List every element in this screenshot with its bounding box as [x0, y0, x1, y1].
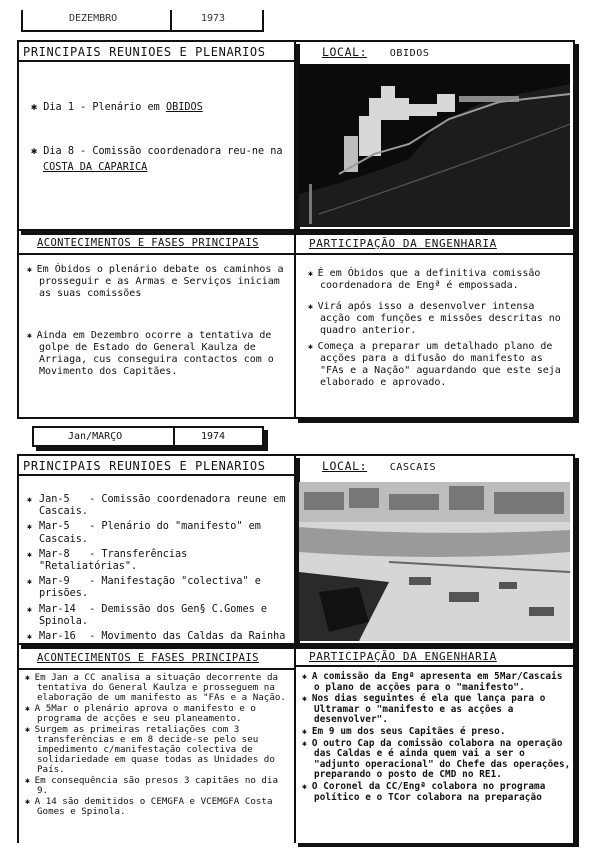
meeting-item [27, 494, 289, 518]
event-item: ✱ Em Jan a CC analisa a situação decorrente da tentativa do General Kaulza e prosseguem na elaboração de um manifesto as "FAs e a Nação. [25, 673, 293, 703]
heading-rule-1 [19, 60, 294, 62]
events-list-2 [25, 673, 293, 818]
heading-rule-2c [296, 665, 573, 667]
event-item: ✱ A 14 são demitidos o CEMGFA e VCEMGFA Costa Gomes e Spinola. [25, 797, 293, 817]
location-label-1: LOCAL: [322, 45, 368, 59]
cascais-harbour-photo [299, 482, 570, 641]
engineering-item: ✱ A comissão da Engª apresenta em 5Mar/Cascais o plano de acções para o "manifesto". [302, 672, 572, 693]
location-label-2: LOCAL: [322, 459, 368, 473]
event-item: ✱ A 5Mar o plenário aprova o manifesto e o programa de acções e seu planeamento. [25, 704, 293, 724]
engineering-heading-2 [309, 650, 497, 663]
date-bar-1 [21, 10, 264, 32]
meeting-item [27, 604, 289, 628]
events-heading-2 [37, 652, 259, 664]
engineering-item: ✱ Virá após isso a desenvolver intensa acção com funções e missões descritas no quadro anterior. [308, 301, 570, 337]
obidos-castle-photo [299, 64, 570, 227]
engineering-item: ✱ Em 9 um dos seus Capitães é preso. [302, 727, 572, 738]
events-heading-text-2: ACONTECIMENTOS E FASES PRINCIPAIS [37, 652, 259, 664]
engineering-item: ✱ Nos dias seguintes é ela que lança para o Ultramar o "manifesto e as acções a desenvolver". [302, 694, 572, 726]
meetings-panel-2 [17, 454, 296, 645]
meeting-item [27, 521, 289, 545]
meeting-pre-2: Dia 8 - Comissão coordenadora reu-ne na [43, 146, 283, 157]
engineering-list-2 [302, 672, 572, 804]
engineering-heading-1 [309, 237, 497, 250]
meeting-item [27, 631, 289, 643]
engineering-panel-1 [294, 229, 575, 419]
meeting-date: Mar-16 [39, 631, 76, 643]
event-item: ✱ Em Óbidos o plenário debate os caminhos a prosseguir e as Armas e Serviços iniciam as suas comissões [27, 264, 292, 300]
month-label-1: DEZEMBRO [69, 13, 118, 24]
meeting-date: Mar-8 [39, 548, 70, 560]
engineering-heading-text-1: PARTICIPAÇÃO DA ENGENHARIA [309, 237, 497, 250]
meeting-date: Jan-5 [39, 494, 70, 505]
events-panel-1 [17, 229, 296, 419]
meeting-place-1: OBIDOS [165, 102, 203, 113]
location-heading-2 [322, 459, 436, 473]
location-heading-1 [322, 45, 429, 59]
location-panel-2 [294, 454, 575, 645]
heading-rule-2b [19, 668, 294, 670]
engineering-item: ✱ É em Óbidos que a definitiva comissão coordenadora de Engª é empossada. [308, 268, 570, 292]
meeting-date: Mar-9 [39, 576, 70, 588]
meetings-panel-1 [17, 40, 296, 231]
meeting-text: - Transferências "Retaliatórias". [39, 548, 188, 573]
event-item: ✱ Ainda em Dezembro ocorre a tentativa de golpe de Estado do General Kaulza de Arriaga, cus conseguira contactos com o Movimento dos Capitães. [27, 330, 292, 378]
events-heading-1 [37, 237, 259, 249]
meeting-date: Mar-5 [39, 521, 70, 533]
event-item: ✱ Surgem as primeiras retaliações com 3 transferências e em 8 decide-se pelo seu impedimento c/manifestação colectiva de solidariedade em quase todas as Unidades do País. [25, 725, 293, 775]
meetings-list-1 [31, 100, 289, 176]
meeting-date: Mar-14 [39, 603, 76, 615]
meeting-item [27, 549, 289, 573]
year-label-1: 1973 [201, 13, 226, 24]
meeting-text: - Movimento das Caldas da Rainha [89, 631, 286, 643]
engineering-heading-text-2: PARTICIPAÇÃO DA ENGENHARIA [309, 650, 497, 663]
location-panel-1 [294, 40, 575, 231]
date-divider-2 [173, 428, 175, 445]
heading-rule-1b [19, 253, 294, 255]
month-label-2: Jan/MARÇO [68, 431, 123, 442]
location-name-1: OBIDOS [389, 48, 430, 59]
year-label-2: 1974 [201, 431, 226, 442]
events-panel-2 [17, 643, 296, 843]
date-bar-2 [32, 426, 264, 447]
meetings-list-2 [27, 494, 289, 646]
event-item: ✱ Em consequência são presos 3 capitães no dia 9. [25, 776, 293, 796]
meeting-text: - Demissão dos Gen§ C.Gomes e Spinola. [39, 603, 268, 627]
engineering-list-1 [308, 268, 570, 398]
meeting-item-2: ✱ Dia 8 - Comissão coordenadora reu-ne na COSTA DA CAPARICA [31, 146, 283, 173]
meeting-text: - Plenário do "manifesto" em Cascais. [39, 521, 261, 545]
meeting-item-1: ✱ Dia 1 - Plenário em OBIDOS [31, 102, 203, 113]
location-name-2: CASCAIS [389, 462, 437, 473]
meeting-pre-1: Dia 1 - Plenário em [43, 102, 166, 113]
meeting-item [27, 576, 289, 600]
heading-rule-2 [19, 474, 294, 476]
harbour-illustration [299, 482, 570, 641]
engineering-item: ✱ O outro Cap da comissão colabora na operação das Caldas e é ainda quem vai a ser o "adjunto operacional" do Chefe das operações, preparando o posto de CMD no RE1. [302, 739, 572, 781]
heading-rule-1c [296, 253, 573, 255]
engineering-item: ✱ Começa a preparar um detalhado plano de acções para a difusão do manifesto as "FAs e a Nação" aguardando que este seja elaborado e aprovado. [308, 341, 570, 389]
meeting-text: - Manifestação "colectiva" e prisões. [39, 576, 261, 600]
events-list-1 [27, 264, 292, 387]
events-heading-text-1: ACONTECIMENTOS E FASES PRINCIPAIS [37, 237, 259, 249]
date-divider-1 [170, 10, 172, 30]
castle-illustration [299, 64, 570, 227]
meeting-place-2: COSTA DA CAPARICA [43, 162, 148, 173]
meetings-heading-1: PRINCIPAIS REUNIOES E PLENARIOS [23, 45, 266, 59]
engineering-item: ✱ O Coronel da CC/Engª colabora no programa político e o TCor colabora na preparação [302, 782, 572, 803]
meetings-heading-2: PRINCIPAIS REUNIOES E PLENARIOS [23, 459, 266, 473]
engineering-panel-2 [294, 643, 575, 843]
meeting-text: - Comissão coordenadora reune em Cascais. [39, 494, 286, 518]
